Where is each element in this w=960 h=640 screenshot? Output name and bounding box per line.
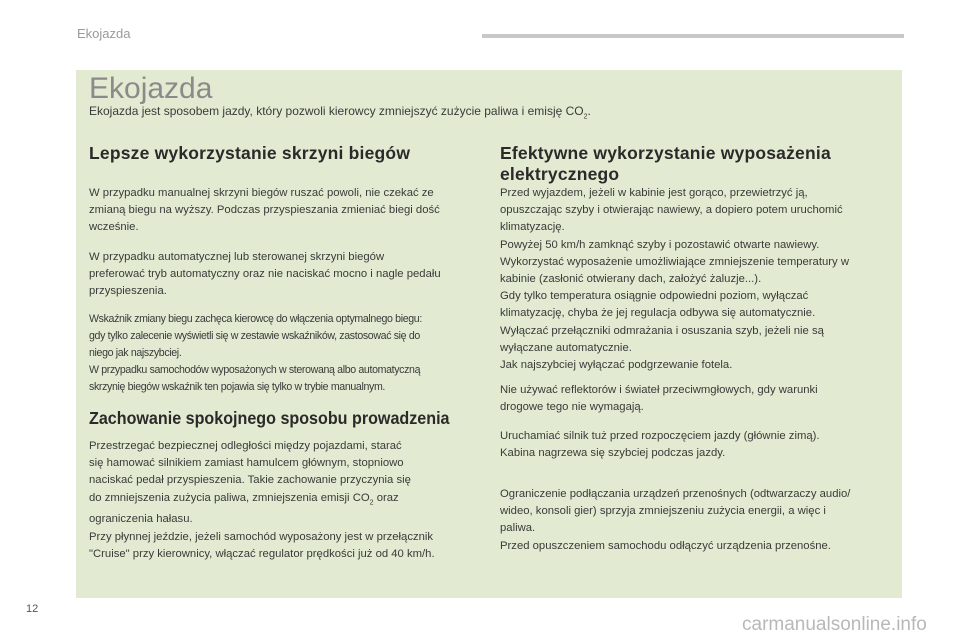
intro-text: Ekojazda jest sposobem jazdy, który pozwoli kierowcy zmniejszyć zużycie paliwa i emisję $CO_2$. <box>89 104 591 121</box>
paragraph-automatic-gearbox: W przypadku automatycznej lub sterowanej skrzyni biegów preferować tryb automatyczny oraz nie naciskać mocno i nagle pedału przyspieszenia. <box>89 251 441 298</box>
paragraph-air-conditioning: Przed wyjazdem, jeżeli w kabinie jest gorąco, przewietrzyć ją, opuszczając szyby i otwierając nawiewy, a dopiero potem uruchomić klimatyzację. Powyżej 50 km/h zamknąć szyby i pozostawić otwarte nawiewy. Wykorzystać wyposażenie umożliwiające zmniejszenie temperatury w kabinie (zasłonić otwierany dach, założyć żaluzje...). Gdy tylko temperatura osiągnie odpowiedni poziom, wyłączać klimatyzację, chyba że jej regulacja odbywa się automatycznie. Wyłączać przełączniki odmrażania i osuszania szyb, jeżeli nie są wyłączane automatycznie. Jak najszybciej wyłączać podgrzewanie fotela. <box>500 187 849 372</box>
paragraph-manual-gearbox: W przypadku manualnej skrzyni biegów ruszać powoli, nie czekać ze zmianą biegu na wyższy. Podczas przyspieszania zmieniać biegi dość wcześnie. <box>89 187 440 234</box>
paragraph-safe-distance: Przestrzegać bezpiecznej odległości między pojazdami, starać się hamować silnikiem zamiast hamulcem głównym, stopniowo naciskać pedał przyspieszenia. Takie zachowanie przyczynia się do zmniejszenia zużycia paliwa, zmniejszenia emisji $CO_2$ oraz ograniczenia hałasu. <box>89 440 411 526</box>
paragraph-lights: Nie używać reflektorów i świateł przeciwmgłowych, gdy warunki drogowe tego nie wymagają. <box>500 384 818 414</box>
paragraph-gear-indicator: Wskaźnik zmiany biegu zachęca kierowcę do włączenia optymalnego biegu: gdy tylko zalecenie wyświetli się w zestawie wskaźników, zastosować się do niego jak najszybciej. W przypadku samochodów wyposażonych w sterowaną albo automatyczną skrzynię biegów wskaźnik ten pojawia się tylko w trybie manualnym. <box>89 313 422 393</box>
paragraph-engine-start: Uruchamiać silnik tuż przed rozpoczęciem jazdy (głównie zimą). Kabina nagrzewa się szybciej podczas jazdy. <box>500 430 820 460</box>
page-number: 12 <box>26 603 39 615</box>
watermark: carmanualsonline.info <box>742 614 927 635</box>
heading-gearbox: Lepsze wykorzystanie skrzyni biegów <box>89 143 411 163</box>
paragraph-portable-devices: Ograniczenie podłączania urządzeń przenośnych (odtwarzaczy audio/ wideo, konsoli gier) sprzyja zmniejszeniu zużycia energii, a więc i paliwa. Przed opuszczeniem samochodu odłączyć urządzenia przenośne. <box>500 488 851 552</box>
paragraph-cruise-control: Przy płynnej jeździe, jeżeli samochód wyposażony jest w przełącznik "Cruise" przy kierownicy, włączać regulator prędkości już od 40 km/h. <box>89 531 435 561</box>
header-rule <box>482 34 904 38</box>
heading-electrical-equipment: Efektywne wykorzystanie wyposażenia elektrycznego <box>500 143 831 184</box>
running-header: Ekojazda <box>77 26 131 41</box>
page-title: Ekojazda <box>89 72 213 105</box>
heading-driving-style: Zachowanie spokojnego sposobu prowadzenia <box>89 408 450 428</box>
